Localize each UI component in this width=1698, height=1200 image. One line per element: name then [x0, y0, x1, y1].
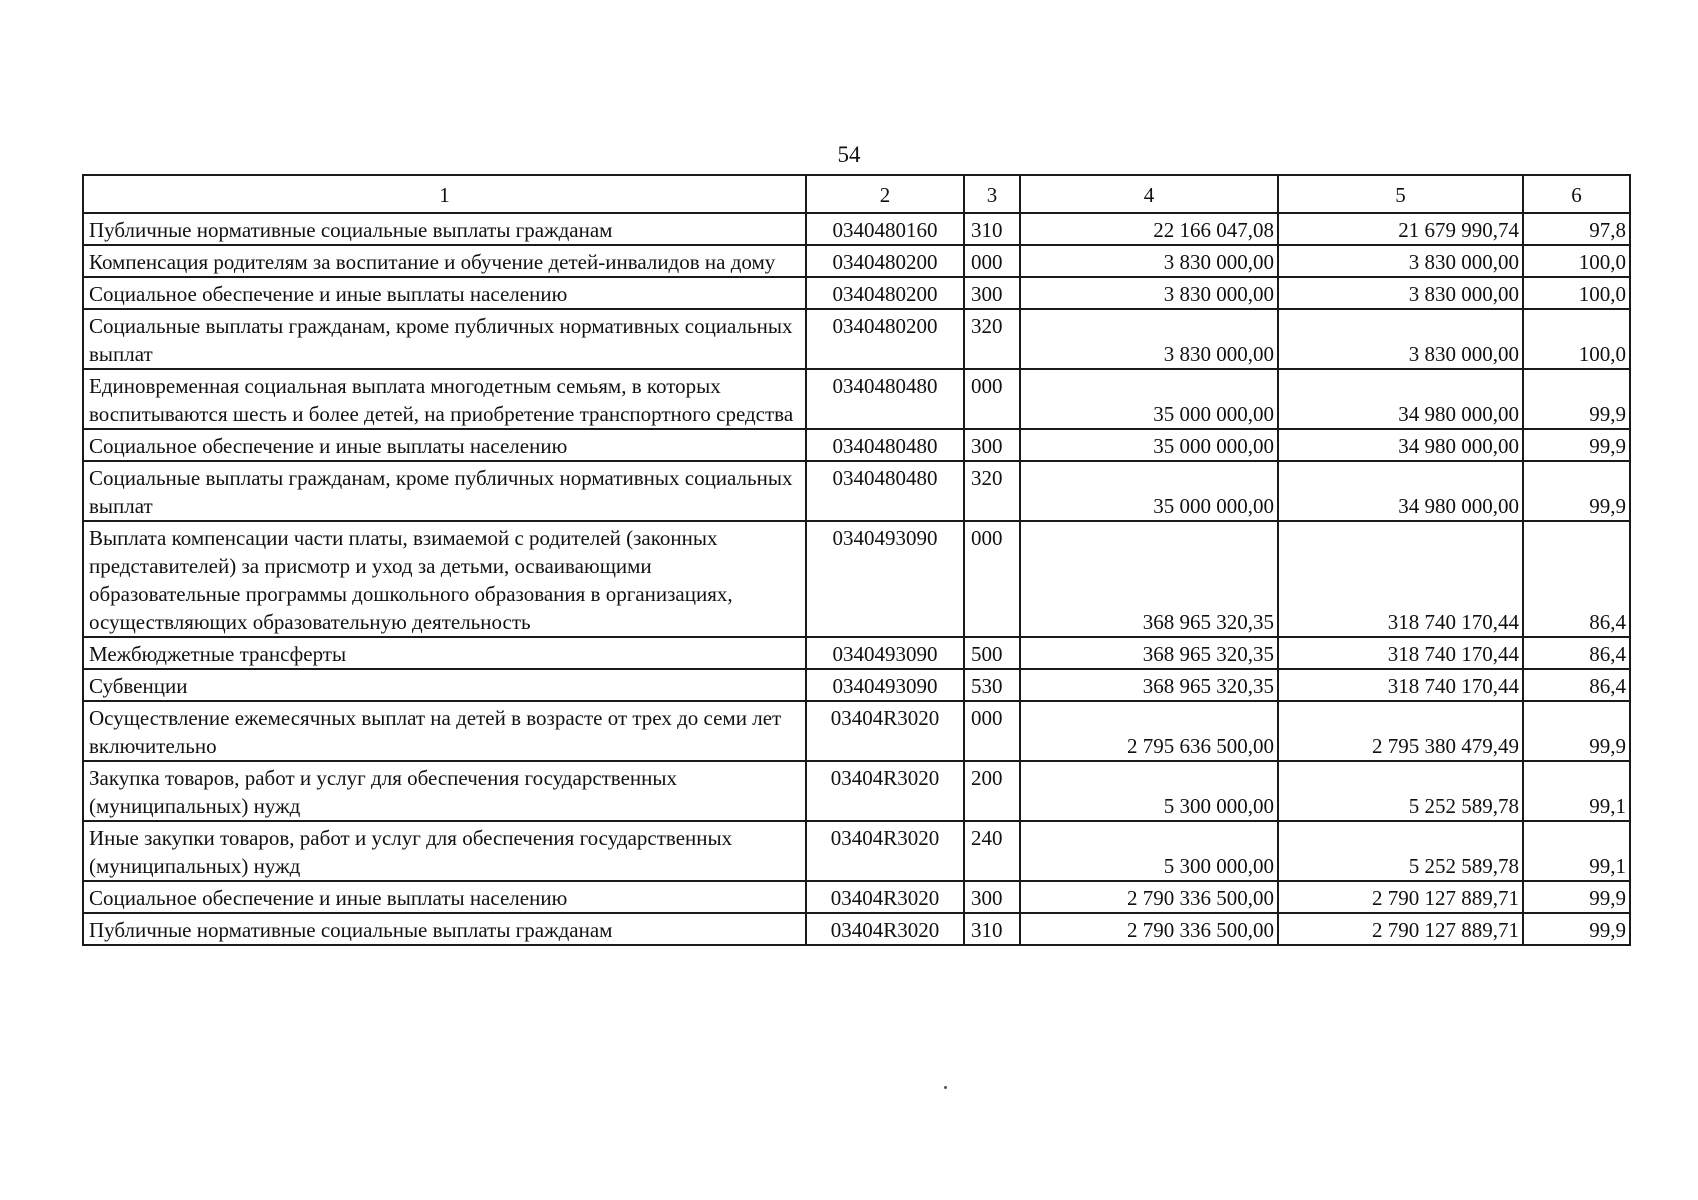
- row-plan-cell: 3 830 000,00: [1020, 277, 1278, 309]
- row-fact-cell: 5 252 589,78: [1278, 761, 1523, 821]
- table-row: [83, 369, 1630, 429]
- row-plan-cell: 2 790 336 500,00: [1020, 881, 1278, 913]
- row-fact-cell: 3 830 000,00: [1278, 277, 1523, 309]
- table-row: [83, 429, 1630, 461]
- row-name-cell: Субвенции: [83, 669, 806, 701]
- table-header: [83, 175, 1630, 213]
- column-header-2: 2: [806, 175, 964, 213]
- row-kind-cell: 200: [964, 761, 1020, 821]
- row-plan-cell: 368 965 320,35: [1020, 637, 1278, 669]
- row-name-cell: Выплата компенсации части платы, взимаемой с родителей (законных представителей) за присмотр и уход за детьми, осваивающими образовательные программы дошкольного образования в организациях, осуществляющих образовательную деятельность: [83, 521, 806, 637]
- row-fact-cell: 21 679 990,74: [1278, 213, 1523, 245]
- table-row: [83, 761, 1630, 821]
- row-kind-cell: 000: [964, 245, 1020, 277]
- row-percent-cell: 99,9: [1523, 881, 1630, 913]
- row-plan-cell: 35 000 000,00: [1020, 461, 1278, 521]
- row-fact-cell: 2 790 127 889,71: [1278, 913, 1523, 945]
- row-plan-cell: 35 000 000,00: [1020, 369, 1278, 429]
- row-name-cell: Закупка товаров, работ и услуг для обеспечения государственных (муниципальных) нужд: [83, 761, 806, 821]
- row-name-cell: Социальные выплаты гражданам, кроме публичных нормативных социальных выплат: [83, 309, 806, 369]
- stray-dot: [944, 1086, 947, 1089]
- row-percent-cell: 99,1: [1523, 761, 1630, 821]
- row-plan-cell: 5 300 000,00: [1020, 761, 1278, 821]
- table-row: [83, 461, 1630, 521]
- row-percent-cell: 100,0: [1523, 245, 1630, 277]
- table-row: [83, 521, 1630, 637]
- table-row: [83, 309, 1630, 369]
- row-code-cell: 0340480200: [806, 277, 964, 309]
- row-code-cell: 03404R3020: [806, 913, 964, 945]
- row-name-cell: Социальные выплаты гражданам, кроме публичных нормативных социальных выплат: [83, 461, 806, 521]
- table-row: [83, 637, 1630, 669]
- row-kind-cell: 320: [964, 309, 1020, 369]
- row-code-cell: 03404R3020: [806, 701, 964, 761]
- row-fact-cell: 34 980 000,00: [1278, 429, 1523, 461]
- row-plan-cell: 368 965 320,35: [1020, 669, 1278, 701]
- row-percent-cell: 99,9: [1523, 701, 1630, 761]
- row-fact-cell: 2 790 127 889,71: [1278, 881, 1523, 913]
- page-number: 54: [837, 142, 861, 167]
- row-code-cell: 03404R3020: [806, 821, 964, 881]
- column-header-6: 6: [1523, 175, 1630, 213]
- row-name-cell: Публичные нормативные социальные выплаты гражданам: [83, 913, 806, 945]
- row-name-cell: Компенсация родителям за воспитание и обучение детей-инвалидов на дому: [83, 245, 806, 277]
- row-fact-cell: 318 740 170,44: [1278, 669, 1523, 701]
- column-header-5: 5: [1278, 175, 1523, 213]
- row-kind-cell: 000: [964, 701, 1020, 761]
- row-code-cell: 03404R3020: [806, 761, 964, 821]
- row-plan-cell: 22 166 047,08: [1020, 213, 1278, 245]
- row-code-cell: 03404R3020: [806, 881, 964, 913]
- table-row: [83, 821, 1630, 881]
- row-name-cell: Социальное обеспечение и иные выплаты населению: [83, 277, 806, 309]
- row-percent-cell: 99,9: [1523, 369, 1630, 429]
- row-plan-cell: 2 790 336 500,00: [1020, 913, 1278, 945]
- row-plan-cell: 3 830 000,00: [1020, 245, 1278, 277]
- row-name-cell: Межбюджетные трансферты: [83, 637, 806, 669]
- row-percent-cell: 100,0: [1523, 277, 1630, 309]
- row-percent-cell: 99,9: [1523, 913, 1630, 945]
- row-code-cell: 0340480480: [806, 461, 964, 521]
- row-percent-cell: 86,4: [1523, 521, 1630, 637]
- row-percent-cell: 86,4: [1523, 637, 1630, 669]
- row-percent-cell: 99,1: [1523, 821, 1630, 881]
- row-kind-cell: 320: [964, 461, 1020, 521]
- row-fact-cell: 3 830 000,00: [1278, 245, 1523, 277]
- table-row: [83, 245, 1630, 277]
- row-percent-cell: 86,4: [1523, 669, 1630, 701]
- table-row: [83, 213, 1630, 245]
- row-name-cell: Единовременная социальная выплата многодетным семьям, в которых воспитываются шесть и более детей, на приобретение транспортного средства: [83, 369, 806, 429]
- row-name-cell: Социальное обеспечение и иные выплаты населению: [83, 881, 806, 913]
- row-code-cell: 0340480480: [806, 369, 964, 429]
- row-percent-cell: 99,9: [1523, 461, 1630, 521]
- row-plan-cell: 5 300 000,00: [1020, 821, 1278, 881]
- row-fact-cell: 34 980 000,00: [1278, 461, 1523, 521]
- column-header-1: 1: [83, 175, 806, 213]
- row-kind-cell: 530: [964, 669, 1020, 701]
- row-kind-cell: 310: [964, 213, 1020, 245]
- row-plan-cell: 35 000 000,00: [1020, 429, 1278, 461]
- row-percent-cell: 97,8: [1523, 213, 1630, 245]
- header-row: [83, 175, 1630, 213]
- row-name-cell: Иные закупки товаров, работ и услуг для обеспечения государственных (муниципальных) нужд: [83, 821, 806, 881]
- row-plan-cell: 2 795 636 500,00: [1020, 701, 1278, 761]
- row-plan-cell: 368 965 320,35: [1020, 521, 1278, 637]
- row-fact-cell: 318 740 170,44: [1278, 521, 1523, 637]
- table-row: [83, 669, 1630, 701]
- table-row: [83, 701, 1630, 761]
- row-code-cell: 0340493090: [806, 669, 964, 701]
- row-code-cell: 0340480160: [806, 213, 964, 245]
- row-fact-cell: 3 830 000,00: [1278, 309, 1523, 369]
- row-percent-cell: 100,0: [1523, 309, 1630, 369]
- row-code-cell: 0340480480: [806, 429, 964, 461]
- row-kind-cell: 300: [964, 277, 1020, 309]
- row-code-cell: 0340480200: [806, 309, 964, 369]
- row-percent-cell: 99,9: [1523, 429, 1630, 461]
- row-plan-cell: 3 830 000,00: [1020, 309, 1278, 369]
- row-name-cell: Публичные нормативные социальные выплаты гражданам: [83, 213, 806, 245]
- row-code-cell: 0340480200: [806, 245, 964, 277]
- row-fact-cell: 5 252 589,78: [1278, 821, 1523, 881]
- row-kind-cell: 300: [964, 429, 1020, 461]
- table-row: [83, 277, 1630, 309]
- row-code-cell: 0340493090: [806, 637, 964, 669]
- table-body: [83, 213, 1630, 945]
- budget-table: [82, 174, 1631, 946]
- row-kind-cell: 000: [964, 369, 1020, 429]
- row-name-cell: Социальное обеспечение и иные выплаты населению: [83, 429, 806, 461]
- row-kind-cell: 000: [964, 521, 1020, 637]
- row-code-cell: 0340493090: [806, 521, 964, 637]
- row-kind-cell: 240: [964, 821, 1020, 881]
- row-fact-cell: 2 795 380 479,49: [1278, 701, 1523, 761]
- row-kind-cell: 500: [964, 637, 1020, 669]
- row-name-cell: Осуществление ежемесячных выплат на детей в возрасте от трех до семи лет включительно: [83, 701, 806, 761]
- row-fact-cell: 34 980 000,00: [1278, 369, 1523, 429]
- row-kind-cell: 310: [964, 913, 1020, 945]
- column-header-4: 4: [1020, 175, 1278, 213]
- column-header-3: 3: [964, 175, 1020, 213]
- row-kind-cell: 300: [964, 881, 1020, 913]
- table-row: [83, 881, 1630, 913]
- row-fact-cell: 318 740 170,44: [1278, 637, 1523, 669]
- table-row: [83, 913, 1630, 945]
